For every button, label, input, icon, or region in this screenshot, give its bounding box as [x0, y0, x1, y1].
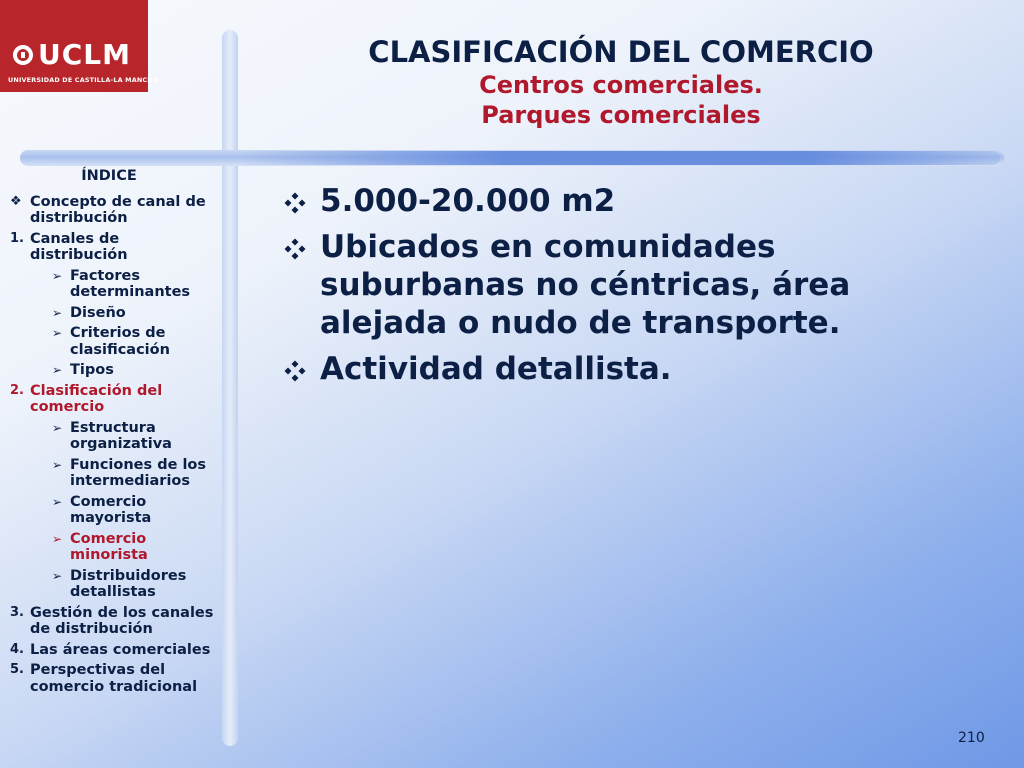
page-subtitle-line-1: Centros comerciales.	[479, 71, 763, 99]
index-subitem[interactable]	[8, 362, 220, 379]
index-item-label: Comercio mayorista	[70, 493, 152, 526]
index-item-marker: 3.	[10, 604, 24, 620]
index-item-label: Gestión de los canales de distribución	[30, 604, 214, 637]
index-item-label: Diseño	[70, 304, 126, 321]
arrow-bullet-icon: ➢	[52, 363, 63, 377]
index-item-label: Criterios de clasificación	[70, 325, 170, 358]
diamond-bullet-icon	[284, 192, 306, 214]
index-item-label: Factores determinantes	[70, 267, 191, 300]
index-item-marker: ❖	[10, 193, 22, 209]
index-item-label: Estructura organizativa	[70, 419, 172, 452]
arrow-bullet-icon: ➢	[52, 420, 63, 435]
logo-name: UCLM	[38, 38, 131, 71]
content-bullet	[282, 350, 982, 388]
index-item-label: Distribuidores detallistas	[70, 567, 187, 600]
index-item-label: Las áreas comerciales	[30, 641, 211, 658]
content-bullet	[282, 182, 982, 220]
vertical-divider	[222, 30, 238, 746]
arrow-bullet-icon: ➢	[52, 305, 63, 320]
index-item-label: Perspectivas del comercio tradicional	[30, 662, 198, 695]
index-subitem[interactable]	[8, 325, 220, 358]
index-item[interactable]	[8, 231, 220, 264]
page-number: 210	[958, 730, 985, 746]
horizontal-divider-highlight	[240, 151, 1000, 165]
arrow-bullet-icon: ➢	[52, 568, 63, 583]
index-item[interactable]	[8, 605, 220, 638]
index-subitem[interactable]	[8, 531, 220, 564]
content-bullet-text: Ubicados en comunidades suburbanas no céntricas, área alejada o nudo de transporte.	[320, 229, 851, 341]
index-item-marker: 4.	[10, 641, 24, 657]
arrow-bullet-icon: ➢	[52, 457, 63, 472]
arrow-bullet-icon: ➢	[52, 268, 63, 283]
index-item-marker: 5.	[10, 662, 24, 677]
index-item-label: Concepto de canal de distribución	[30, 193, 206, 226]
index-item[interactable]	[8, 662, 220, 695]
content-bullet	[282, 228, 982, 342]
index-subitem[interactable]	[8, 268, 220, 301]
diamond-bullet-icon	[284, 360, 306, 382]
content-bullet-text: 5.000-20.000 m2	[320, 183, 616, 219]
index-item[interactable]	[8, 194, 220, 227]
university-emblem-icon	[10, 42, 36, 68]
content-bullet-text: Actividad detallista.	[320, 351, 672, 387]
index-item[interactable]	[8, 383, 220, 416]
index-item-label: Clasificación del comercio	[30, 382, 163, 415]
uclm-logo	[0, 0, 159, 92]
arrow-bullet-icon: ➢	[52, 494, 63, 509]
index-panel	[8, 168, 220, 699]
index-item-marker: 2.	[10, 382, 24, 398]
index-heading: ÍNDICE	[81, 168, 137, 184]
arrow-bullet-icon: ➢	[52, 531, 63, 546]
index-item-label: Tipos	[70, 362, 114, 378]
index-item-label: Canales de distribución	[30, 230, 128, 263]
arrow-bullet-icon: ➢	[52, 326, 63, 340]
page-subtitle-line-2: Parques comerciales	[481, 101, 761, 129]
index-item-label: Comercio minorista	[70, 530, 148, 563]
index-item-label: Funciones de los intermediarios	[70, 456, 207, 489]
content-area	[282, 182, 982, 396]
page-title: CLASIFICACIÓN DEL COMERCIO	[368, 35, 874, 69]
index-item-marker: 1.	[10, 230, 24, 246]
index-subitem[interactable]	[8, 568, 220, 601]
index-subitem[interactable]	[8, 305, 220, 322]
index-item[interactable]	[8, 642, 220, 659]
index-subitem[interactable]	[8, 494, 220, 527]
index-subitem[interactable]	[8, 420, 220, 453]
index-subitem[interactable]	[8, 457, 220, 490]
diamond-bullet-icon	[284, 238, 306, 260]
index-list	[8, 194, 220, 696]
bullet-list	[282, 182, 982, 388]
logo-subtitle: UNIVERSIDAD DE CASTILLA-LA MANCHA	[8, 76, 159, 84]
title-block	[250, 34, 992, 130]
